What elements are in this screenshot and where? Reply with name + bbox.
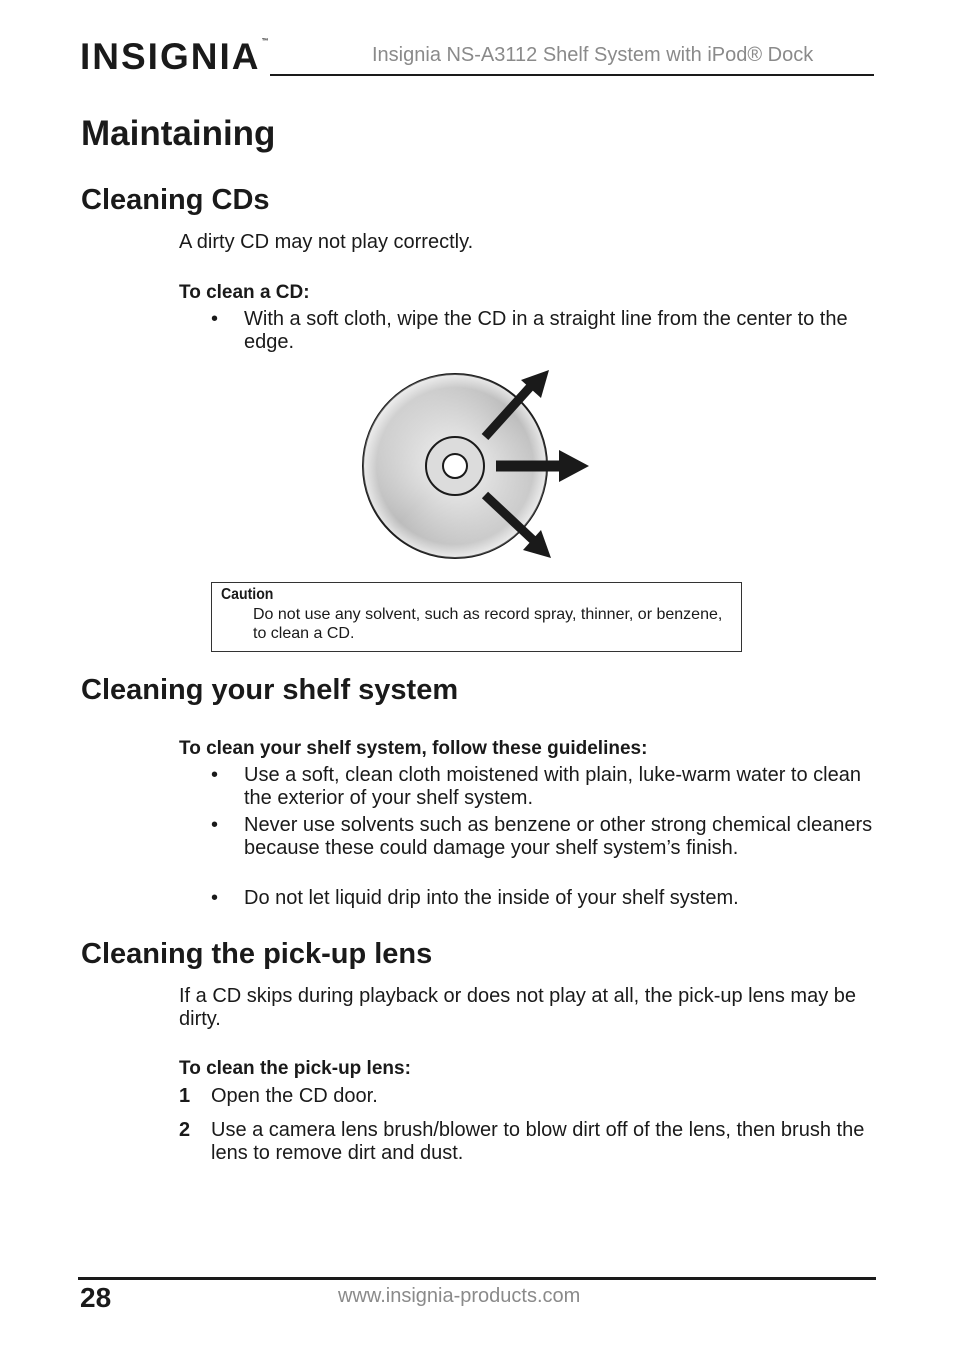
bullet-icon: • bbox=[211, 887, 219, 909]
shelf-bullet: Never use solvents such as benzene or other strong chemical cleaners because these could damage your shelf system’s finish. bbox=[244, 814, 873, 859]
heading-cleaning-lens: Cleaning the pick-up lens bbox=[81, 938, 433, 970]
bullet-icon: • bbox=[211, 814, 219, 836]
bullet-icon: • bbox=[211, 764, 219, 786]
shelf-subheading: To clean your shelf system, follow these guidelines: bbox=[179, 738, 648, 759]
header-rule bbox=[270, 74, 874, 76]
page-title: Maintaining bbox=[81, 114, 276, 153]
cds-intro: A dirty CD may not play correctly. bbox=[179, 231, 474, 253]
caution-text: Do not use any solvent, such as record spray, thinner, or benzene, to clean a CD. bbox=[253, 606, 723, 642]
header-title: Insignia NS-A3112 Shelf System with iPod® Dock bbox=[372, 44, 814, 66]
insignia-logo: INSIGNIA™ bbox=[80, 36, 269, 77]
heading-cleaning-cds: Cleaning CDs bbox=[81, 184, 270, 216]
shelf-bullet: Use a soft, clean cloth moistened with plain, luke-warm water to clean the exterior of your shelf system. bbox=[244, 764, 861, 809]
cds-subheading: To clean a CD: bbox=[179, 282, 310, 303]
shelf-bullet: Do not let liquid drip into the inside of your shelf system. bbox=[244, 887, 739, 909]
cd-cleaning-illustration bbox=[355, 362, 595, 566]
heading-cleaning-shelf: Cleaning your shelf system bbox=[81, 674, 459, 706]
lens-subheading: To clean the pick-up lens: bbox=[179, 1058, 411, 1079]
lens-step: Use a camera lens brush/blower to blow dirt off of the lens, then brush the lens to remove dirt and dust. bbox=[211, 1119, 865, 1164]
cds-bullet: With a soft cloth, wipe the CD in a straight line from the center to the edge. bbox=[244, 308, 848, 353]
lens-step: Open the CD door. bbox=[211, 1085, 378, 1107]
step-number: 2 bbox=[179, 1119, 191, 1141]
page-number: 28 bbox=[80, 1282, 112, 1313]
caution-title: Caution bbox=[221, 586, 274, 603]
bullet-icon: • bbox=[211, 308, 219, 330]
lens-intro: If a CD skips during playback or does not play at all, the pick-up lens may be dirty. bbox=[179, 985, 857, 1030]
footer-url: www.insignia-products.com bbox=[338, 1285, 581, 1307]
footer-rule bbox=[78, 1277, 876, 1280]
step-number: 1 bbox=[179, 1085, 191, 1107]
